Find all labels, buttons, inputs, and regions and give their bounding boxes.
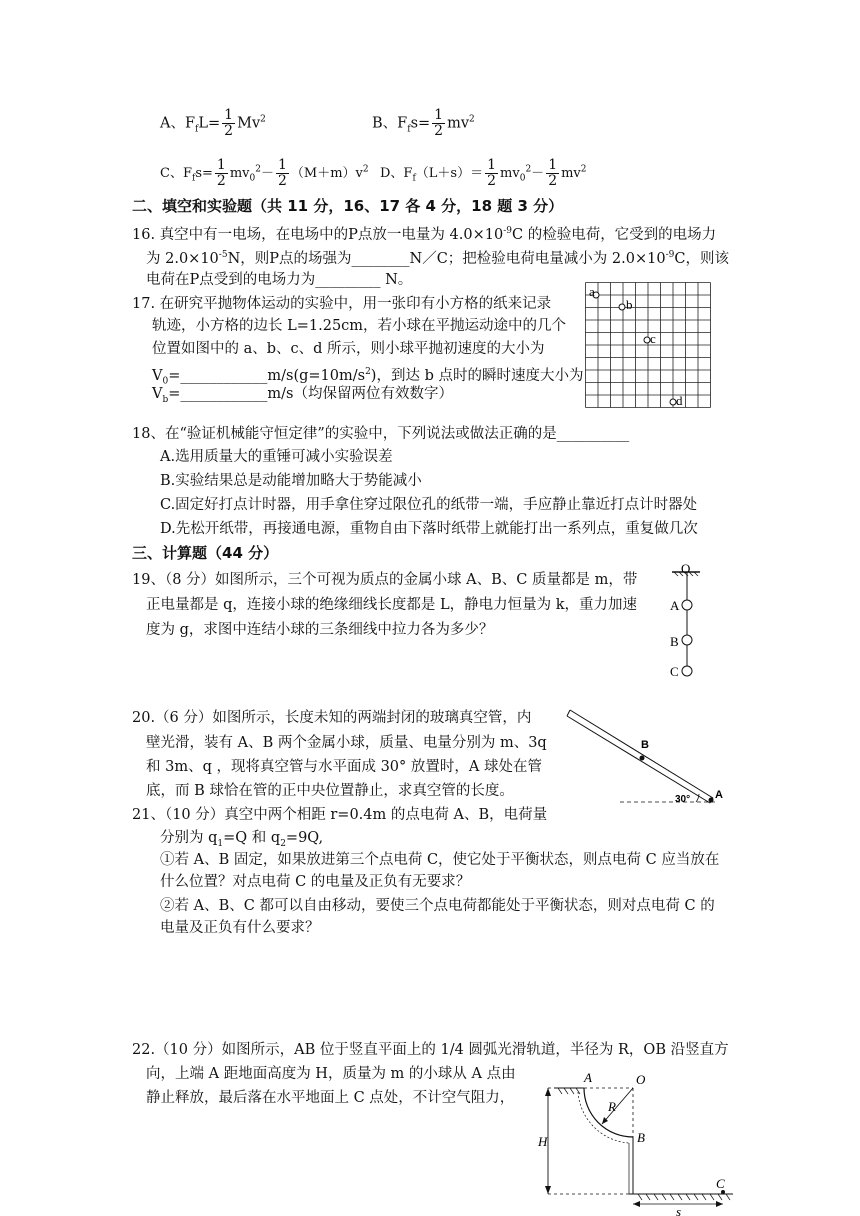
svg-text:B: B — [670, 634, 679, 649]
svg-text:A: A — [584, 1070, 592, 1085]
svg-text:A: A — [670, 598, 680, 613]
ball-a — [709, 798, 714, 803]
fraction: $\frac{1}{2}$ — [224, 107, 234, 139]
svg-text:O: O — [636, 1072, 646, 1087]
section-3-title: 三、计算题（44 分） — [132, 544, 279, 562]
q18-stem: 18、在“验证机械能守恒定律”的实验中，下列说法或做法正确的是__________ — [132, 426, 630, 442]
fraction: $\frac{1}{2}$ — [548, 157, 558, 189]
option-15-c: C、$F_fs=$ $\frac{1}{2}$ $mv_0^2-$ $\frac{1}{2}$ $(M+m)v^2$ — [160, 157, 369, 189]
svg-text:s: s — [676, 1204, 682, 1216]
svg-text:c: c — [650, 331, 656, 346]
q22-line1: 22.（10 分）如图所示，AB 位于竖直平面上的 1/4 圆弧光滑轨道，半径为 R，OB 沿竖直方 — [132, 1042, 729, 1058]
q22-line2: 向，上端 A 距地面高度为 H，质量为 m 的小球从 A 点由 — [146, 1066, 516, 1082]
svg-text:A: A — [715, 789, 723, 801]
q16-line3: 电荷在P点受到的电场力为_________ N。 — [146, 272, 413, 288]
point-b — [619, 297, 633, 312]
q17-line2: 轨迹，小方格的边长 L=1.25cm，若小球在平抛运动途中的几个 — [152, 318, 567, 334]
point-c — [644, 331, 656, 346]
point-a — [589, 284, 599, 299]
q18-option-b: B.实验结果总是动能增加略大于势能减小 — [160, 473, 422, 489]
q21-line2: 分别为 $q_1=Q$ 和 $q_2=9Q$, — [160, 830, 324, 849]
ball-a — [682, 600, 692, 610]
ball-c — [682, 666, 692, 676]
q17-line1: 17. 在研究平抛物体运动的实验中，用一张印有小方格的纸来记录 — [132, 296, 552, 312]
section-2-title: 二、填空和实验题（共 11 分，16、17 各 4 分，18 题 3 分） — [132, 197, 564, 215]
svg-text:B: B — [641, 739, 649, 751]
fraction: $\frac{1}{2}$ — [216, 157, 226, 189]
q16-line1: 16. 真空中有一电场，在电场中的P点放一电量为 $4.0\times 10^{-9}C$ 的检验电荷，它受到的电场力 — [132, 226, 717, 243]
q21-line6: 电量及正负有什么要求？ — [160, 920, 320, 936]
svg-text:B: B — [637, 1130, 645, 1145]
inclined-tube-figure — [565, 702, 730, 807]
q21-line5: ②若 A、B、C 都可以自由移动，要使三个点电荷都能处于平衡状态，则对点电荷 C 的 — [160, 898, 715, 914]
q18-option-d: D.先松开纸带，再接通电源，重物自由下落时纸带上就能打出一系列点，重复做几次 — [160, 521, 698, 537]
q17-line4: $V_0=\_\_\_\_\_\_\_\_\_\_\_\_m/s(g=10m/s^2)$，到达 b 点时的瞬时速度大小为 — [152, 367, 584, 387]
svg-text:a: a — [589, 284, 595, 299]
svg-text:30°: 30° — [675, 794, 691, 805]
fraction: $\frac{1}{2}$ — [487, 157, 497, 189]
fraction: $\frac{1}{2}$ — [277, 157, 287, 189]
q20-line1: 20.（6 分）如图所示，长度未知的两端封闭的玻璃真空管，内 — [132, 710, 532, 726]
q21-line3: ①若 A、B 固定，如果放进第三个点电荷 C，使它处于平衡状态，则点电荷 C 应当放在 — [160, 852, 720, 868]
option-15-b: B、$F_fs=$ $\frac{1}{2}$ $mv^2$ — [372, 107, 475, 139]
svg-text:b: b — [626, 297, 633, 312]
trajectory-grid-figure — [585, 282, 711, 408]
q20-line4: 底，而 B 球恰在管的正中央位置静止，求真空管的长度。 — [146, 783, 514, 799]
q21-line1: 21、（10 分）真空中两个相距 r=0.4m 的点电荷 A、B，电荷量 — [132, 807, 548, 823]
q17-line5: $V_b=\_\_\_\_\_\_\_\_\_\_\_\_m/s$（均保留两位有效数字） — [152, 386, 453, 405]
hanging-balls-figure — [660, 562, 710, 684]
option-15-d: D、$F_f(L+s)=$ $\frac{1}{2}$ $mv_0^2-$ $\frac{1}{2}$ $mv^2$ — [380, 157, 587, 189]
svg-text:d: d — [676, 393, 683, 408]
q18-option-a: A.选用质量大的重锤可减小实验误差 — [160, 449, 393, 465]
option-15-a: A、$F_fL=$ $\frac{1}{2}$ Mv$^2$ — [160, 107, 266, 139]
q17-line3: 位置如图中的 a、b、c、d 所示，则小球平抛初速度的大小为 — [152, 341, 545, 357]
q22-line3: 静止释放，最后落在水平地面上 C 点处，不计空气阻力， — [146, 1090, 515, 1106]
q19-line2: 正电量都是 q，连接小球的绝缘细线长度都是 L，静电力恒量为 k，重力加速 — [146, 597, 638, 613]
svg-text:C: C — [670, 664, 679, 679]
ball-b — [640, 756, 645, 761]
q21-line4: 什么位置？对点电荷 C 的电量及正负有无要求？ — [160, 874, 471, 890]
arc-track-figure — [538, 1066, 738, 1216]
ball-b — [682, 635, 692, 645]
q20-line2: 壁光滑，装有 A、B 两个金属小球，质量、电量分别为 m、3q — [146, 735, 547, 751]
q18-option-c: C.固定好打点计时器，用手拿住穿过限位孔的纸带一端，手应静止靠近打点计时器处 — [160, 497, 698, 513]
label-o: O — [681, 561, 691, 576]
fraction: $\frac{1}{2}$ — [434, 107, 444, 139]
svg-text:C: C — [716, 1176, 725, 1191]
q16-line2: 为 $2.0\times 10^{-5}N$，则P点的场强为________N／C；把检验电荷电量减小为 $2.0\times 10^{-9}C$，则该 — [146, 250, 729, 267]
q19-line1: 19、（8 分）如图所示，三个可视为质点的金属小球 A、B、C 质量都是 m，带 — [132, 572, 638, 588]
q19-line3: 度为 g，求图中连结小球的三条细线中拉力各为多少？ — [146, 622, 494, 638]
svg-text:H: H — [538, 1134, 548, 1149]
q20-line3: 和 3m、q ，现将真空管与水平面成 30° 放置时，A 球处在管 — [146, 759, 542, 775]
svg-text:R: R — [608, 1099, 616, 1114]
